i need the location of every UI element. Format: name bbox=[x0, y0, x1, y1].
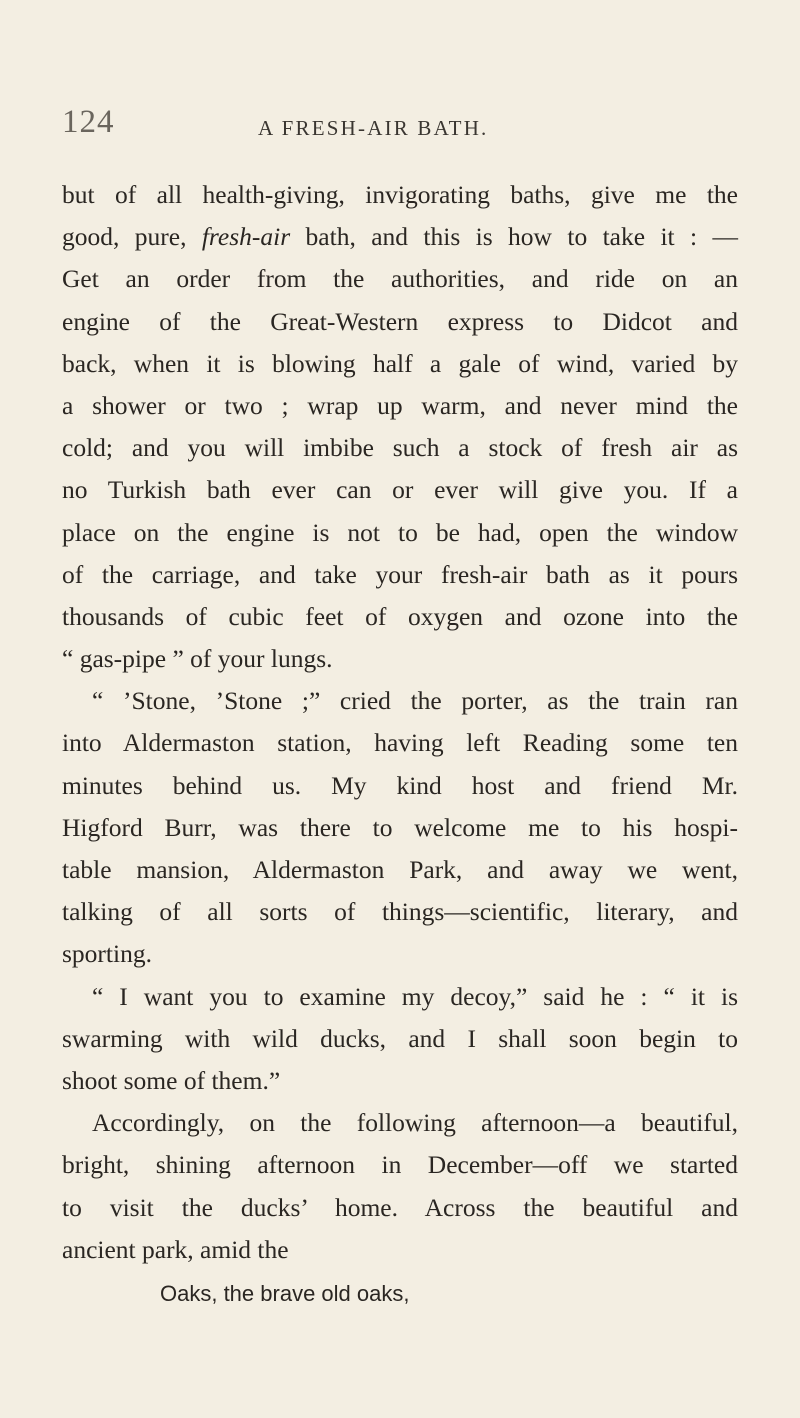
text-line: thousands of cubic feet of oxygen and ozone into the bbox=[62, 601, 738, 631]
text-line: bright, shining afternoon in December—off we started bbox=[62, 1150, 738, 1180]
text-line: engine of the Great-Western express to Didcot and bbox=[62, 306, 738, 336]
text-line: a shower or two ; wrap up warm, and never mind the bbox=[62, 390, 738, 420]
text-line: place on the engine is not to be had, open the window bbox=[62, 517, 738, 547]
verse-line: Oaks, the brave old oaks, bbox=[160, 1280, 410, 1306]
text-line: to visit the ducks’ home. Across the beautiful and bbox=[62, 1192, 738, 1222]
body-text bbox=[62, 174, 738, 1315]
text-line: “ gas-pipe ” of your lungs. bbox=[62, 644, 333, 674]
text-line: Higford Burr, was there to welcome me to his hospi- bbox=[62, 812, 738, 842]
text-line: back, when it is blowing half a gale of wind, varied by bbox=[62, 348, 738, 378]
text-line: but of all health-giving, invigorating baths, give me the bbox=[62, 180, 738, 209]
text-line: Accordingly, on the following afternoon—a beautiful, bbox=[92, 1108, 738, 1138]
text-line: into Aldermaston station, having left Reading some ten bbox=[62, 728, 738, 758]
italic-phrase: fresh-air bbox=[201, 222, 291, 252]
text-line: cold; and you will imbibe such a stock of fresh air as bbox=[62, 433, 738, 463]
text-segment: good, pure, bbox=[62, 222, 202, 252]
running-title: A FRESH-AIR BATH. bbox=[258, 116, 489, 140]
text-line: swarming with wild ducks, and I shall soon begin to bbox=[62, 1023, 738, 1053]
text-line: ancient park, amid the bbox=[62, 1234, 289, 1264]
text-line: shoot some of them.” bbox=[62, 1065, 281, 1095]
page-header bbox=[62, 104, 738, 148]
text-line: table mansion, Aldermaston Park, and away we went, bbox=[62, 855, 738, 884]
text-line bbox=[62, 216, 738, 258]
text-line: sporting. bbox=[62, 939, 152, 969]
text-line: “ ’Stone, ’Stone ;” cried the porter, as the train ran bbox=[92, 686, 738, 716]
page-number: 124 bbox=[62, 104, 115, 140]
text-line: talking of all sorts of things—scientific, literary, and bbox=[62, 897, 738, 927]
text-line: minutes behind us. My kind host and friend Mr. bbox=[62, 770, 738, 800]
text-line: “ I want you to examine my decoy,” said he : “ it is bbox=[92, 981, 738, 1011]
text-line: no Turkish bath ever can or ever will give you. If a bbox=[62, 475, 738, 505]
text-line: of the carriage, and take your fresh-air bath as it pours bbox=[62, 559, 738, 589]
text-line: Get an order from the authorities, and ride on an bbox=[62, 264, 738, 294]
text-segment: bath, and this is how to take it : — bbox=[290, 222, 738, 252]
